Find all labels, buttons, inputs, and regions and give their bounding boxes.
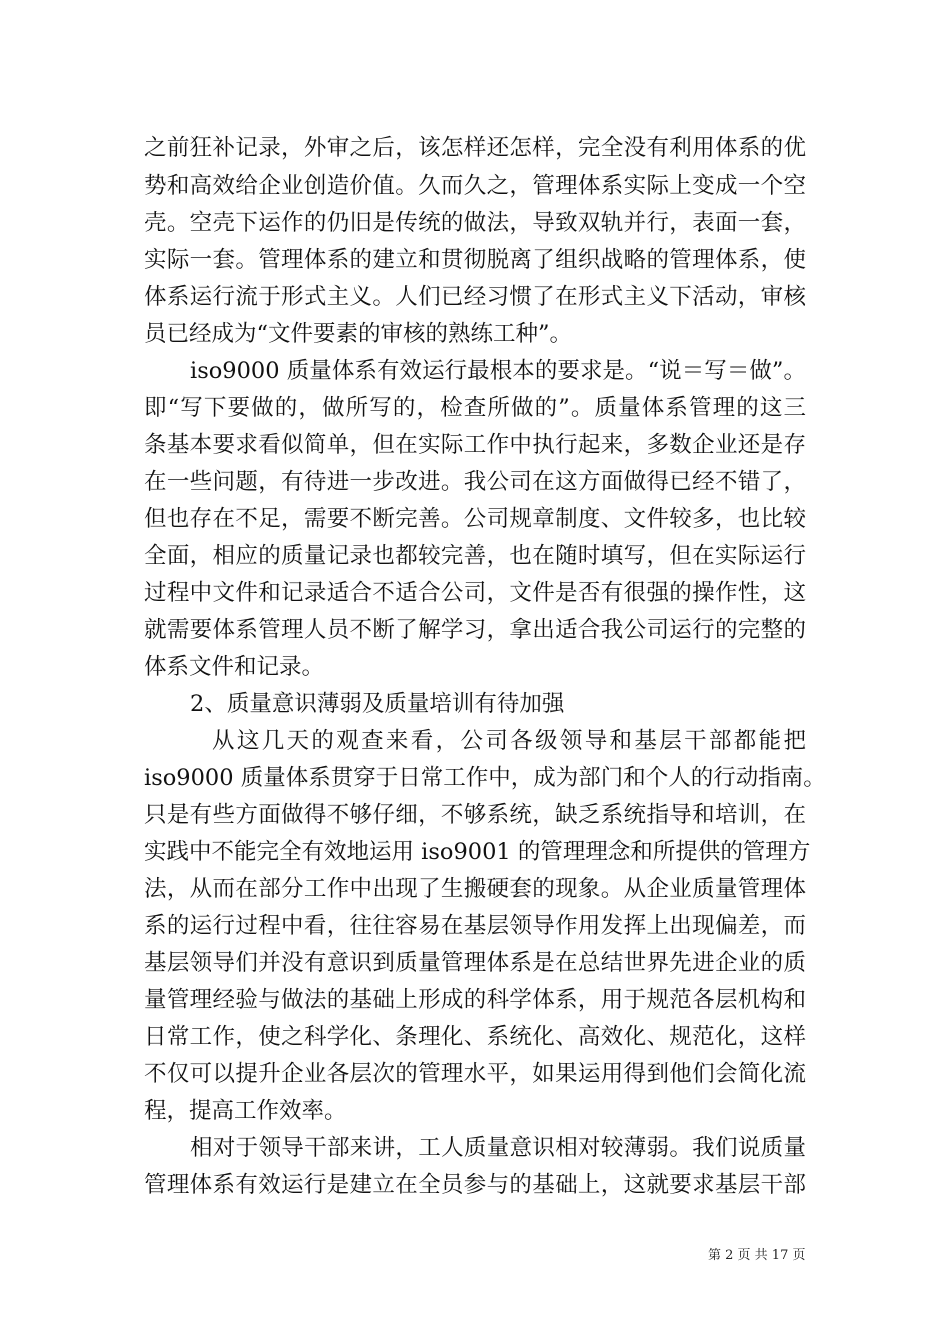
text-line: 相对于领导干部来讲，工人质量意识相对较薄弱。我们说质量 [190,1135,806,1161]
section-heading: 2、质量意识薄弱及质量培训有待加强 [190,691,565,717]
text-line: 系的运行过程中看，往往容易在基层领导作用发挥上出现偏差，而 [144,913,806,939]
text-line: 不仅可以提升企业各层次的管理水平，如果运用得到他们会简化流 [144,1061,806,1087]
text-line: 在一些问题，有待进一步改进。我公司在这方面做得已经不错了， [144,469,806,495]
text-line: iso9000 质量体系贯穿于日常工作中，成为部门和个人的行动指南。 [144,765,826,791]
text-line: 实践中不能完全有效地运用 iso9001 的管理理念和所提供的管理方 [144,839,811,865]
text-line: 势和高效给企业创造价值。久而久之，管理体系实际上变成一个空 [144,173,806,199]
text-line: 全面，相应的质量记录也都较完善，也在随时填写，但在实际运行 [144,543,806,569]
text-line: 体系运行流于形式主义。人们已经习惯了在形式主义下活动，审核 [144,284,806,310]
text-line: 实际一套。管理体系的建立和贯彻脱离了组织战略的管理体系，使 [144,247,806,273]
text-line: iso9000 质量体系有效运行最根本的要求是。“说＝写＝做”。 [190,358,806,384]
text-line: 壳。空壳下运作的仍旧是传统的做法，导致双轨并行，表面一套， [144,210,806,236]
text-line: 过程中文件和记录适合不适合公司，文件是否有很强的操作性，这 [144,580,806,606]
text-line: 管理体系有效运行是建立在全员参与的基础上，这就要求基层干部 [144,1172,806,1198]
text-line: 条基本要求看似简单，但在实际工作中执行起来，多数企业还是存 [144,432,806,458]
page-number-footer: 第 2 页 共 17 页 [708,1248,806,1263]
text-line: 日常工作，使之科学化、条理化、系统化、高效化、规范化，这样 [144,1024,806,1050]
text-line: 员已经成为“文件要素的审核的熟练工种”。 [144,321,573,347]
text-line: 之前狂补记录，外审之后，该怎样还怎样，完全没有利用体系的优 [144,135,806,161]
text-line: 程，提高工作效率。 [144,1098,347,1124]
text-line: 但也存在不足，需要不断完善。公司规章制度、文件较多，也比较 [144,506,806,532]
text-line: 量管理经验与做法的基础上形成的科学体系，用于规范各层机构和 [144,987,806,1013]
text-line: 基层领导们并没有意识到质量管理体系是在总结世界先进企业的质 [144,950,806,976]
text-line: 法，从而在部分工作中出现了生搬硬套的现象。从企业质量管理体 [144,876,806,902]
text-line: 只是有些方面做得不够仔细，不够系统，缺乏系统指导和培训，在 [144,802,806,828]
text-line: 从这几天的观查来看，公司各级领导和基层干部都能把 [212,728,806,754]
text-line: 体系文件和记录。 [144,654,325,680]
text-line: 就需要体系管理人员不断了解学习，拿出适合我公司运行的完整的 [144,617,806,643]
text-line: 即“写下要做的，做所写的，检查所做的”。质量体系管理的这三 [144,395,806,421]
